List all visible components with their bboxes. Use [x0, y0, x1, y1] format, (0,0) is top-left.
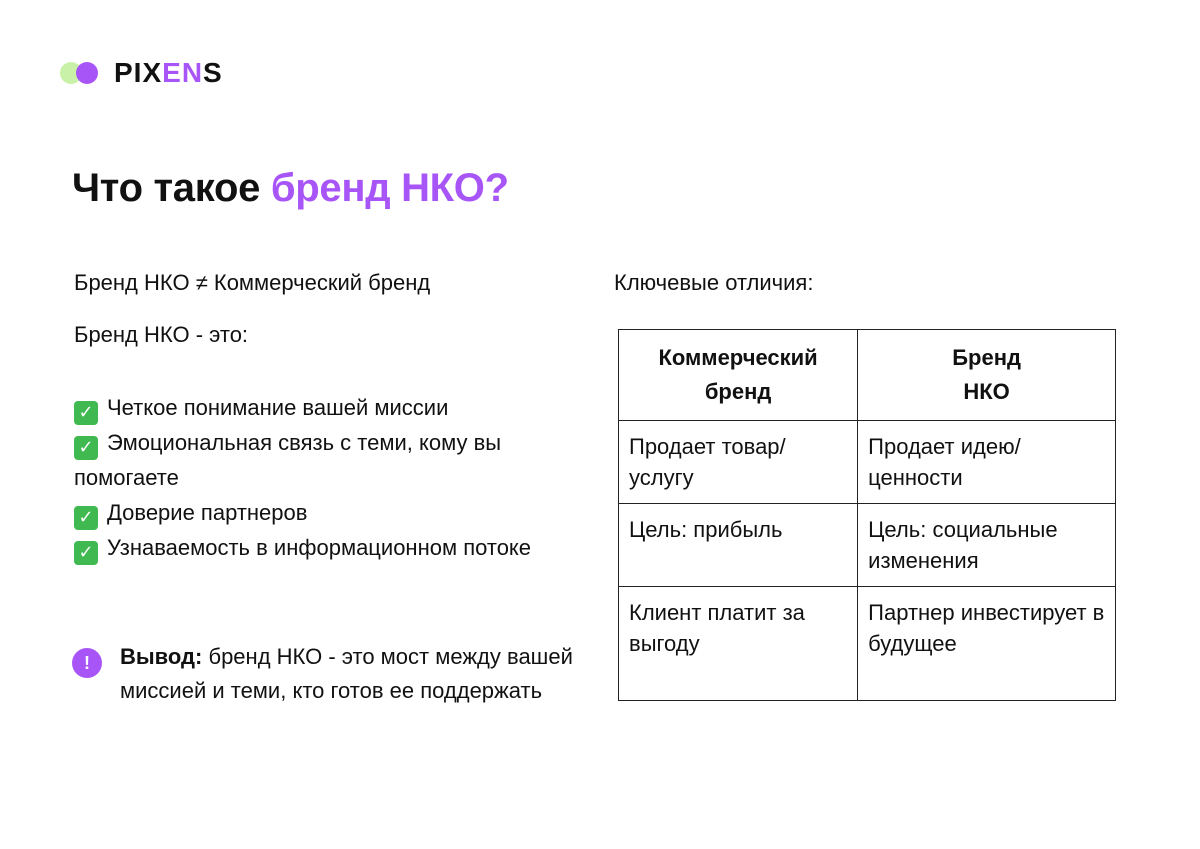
column-header-line: Коммерческий [658, 345, 818, 370]
table-cell: Цель: прибыль [619, 504, 858, 587]
list-item [74, 390, 574, 425]
table-row [619, 421, 1116, 504]
check-mark-icon: ✓ [74, 541, 98, 565]
table-header-row [619, 330, 1116, 421]
brand-statement: Бренд НКО ≠ Коммерческий бренд [74, 270, 431, 295]
differences-heading: Ключевые отличия: [614, 270, 814, 295]
check-mark-icon: ✓ [74, 401, 98, 425]
column-header-line: Бренд [952, 345, 1021, 370]
table-cell: Партнер инвестирует в будущее [858, 587, 1116, 701]
definition-heading: Бренд НКО - это: [74, 322, 249, 347]
logo-dot-purple [76, 62, 98, 84]
table-row [619, 587, 1116, 701]
list-item-text: Узнаваемость в информационном потоке [107, 535, 532, 560]
list-item [74, 495, 574, 530]
column-header-line: НКО [963, 379, 1010, 404]
list-item-text: Доверие партнеров [107, 500, 308, 525]
logo-text-end: S [203, 57, 223, 88]
conclusion-label: Вывод: [120, 644, 203, 669]
differences-table [618, 329, 1116, 701]
table-cell: Продает идею/ценности [858, 421, 1116, 504]
column-header-line: бренд [704, 379, 772, 404]
table-cell: Продает товар/услугу [619, 421, 858, 504]
logo [60, 58, 223, 88]
conclusion-text [120, 640, 590, 708]
logo-text-accent: EN [162, 57, 204, 88]
definition-list [74, 390, 574, 565]
table-cell: Клиент платит за выгоду [619, 587, 858, 701]
column-header-nko [858, 330, 1116, 421]
exclamation-icon: ! [72, 648, 102, 678]
list-item-text: Четкое понимание вашей миссии [107, 395, 449, 420]
table-cell: Цель: социальные изменения [858, 504, 1116, 587]
logo-text-start: PIX [114, 57, 163, 88]
list-item [74, 530, 574, 565]
check-mark-icon: ✓ [74, 436, 98, 460]
check-mark-icon: ✓ [74, 506, 98, 530]
logo-text [114, 58, 223, 88]
column-header-commercial [619, 330, 858, 421]
logo-mark-icon [60, 60, 102, 86]
list-item-text: Эмоциональная связь с теми, кому вы помогаете [74, 430, 502, 490]
page-title-part1: Что такое [72, 166, 271, 210]
list-item [74, 425, 574, 495]
table-row [619, 504, 1116, 587]
page-title [72, 162, 509, 214]
conclusion-body: бренд НКО - это мост между вашей миссией и теми, кто готов ее поддержать [120, 644, 573, 703]
page-title-accent: бренд НКО? [270, 166, 509, 210]
